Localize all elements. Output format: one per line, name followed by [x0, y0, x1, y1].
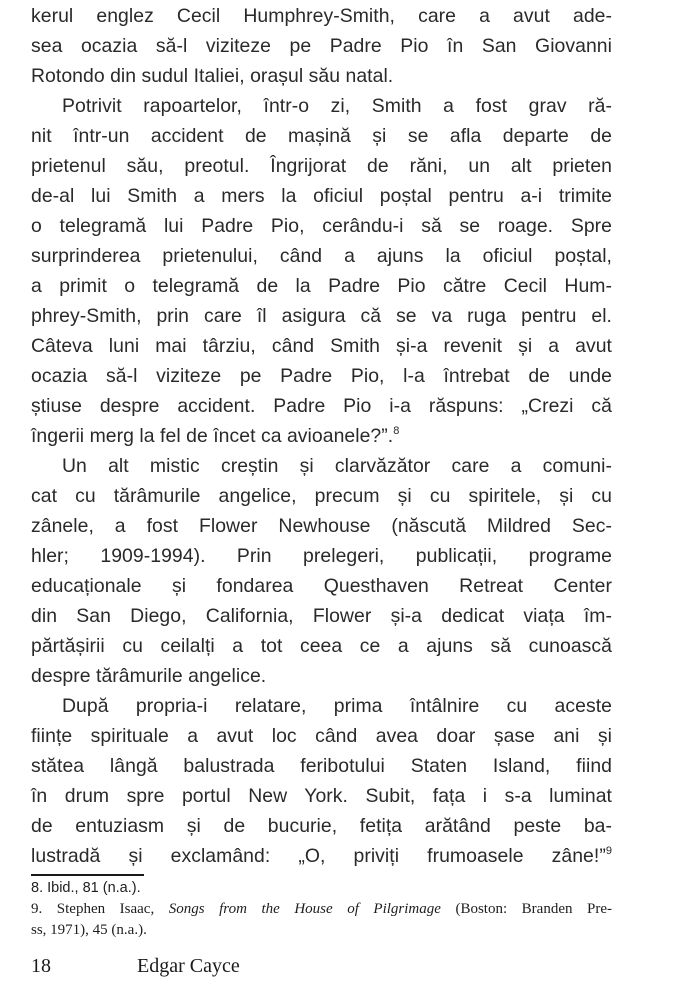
text-line-content: Rotondo din sudul Italiei, orașul său natal. [31, 65, 394, 87]
text-line-content: de-al lui Smith a mers la oficiul poștal pentru a-i trimite [31, 185, 612, 207]
text-line-content: educaționale și fondarea Questhaven Retreat Center [31, 575, 612, 597]
text-line-content: de entuziasm și de bucurie, fetița arătând peste ba- [31, 815, 612, 837]
text-line [31, 661, 612, 691]
text-line [31, 751, 612, 781]
text-line-content: stătea lângă balustrada feribotului Staten Island, fiind [31, 755, 612, 777]
text-line [31, 841, 612, 871]
text-line [31, 631, 612, 661]
text-line [31, 121, 612, 151]
text-line-content: kerul englez Cecil Humphrey-Smith, care a avut ade- [31, 5, 612, 27]
footnotes [31, 878, 612, 941]
page-number: 18 [31, 955, 51, 977]
text-line [31, 91, 612, 121]
text-line-content: despre tărâmurile angelice. [31, 665, 267, 687]
text-line [31, 211, 612, 241]
text-line [31, 721, 612, 751]
text-line-content: Potrivit rapoartelor, într-o zi, Smith a fost grav ră- [62, 95, 612, 117]
text-line [31, 61, 612, 91]
text-line [31, 331, 612, 361]
text-line [31, 601, 612, 631]
footnote-9-suffix: (Boston: Branden Pre- [440, 901, 613, 917]
text-line [31, 361, 612, 391]
text-line [31, 781, 612, 811]
page-footer [31, 955, 612, 985]
text-line-content: ființe spirituale a avut loc când avea doar șase ani și [31, 725, 612, 747]
text-line-content: hler; 1909-1994). Prin prelegeri, publicații, programe [31, 545, 612, 567]
text-line-content: Un alt mistic creștin și clarvăzător care a comuni- [62, 455, 612, 477]
text-line-content: phrey-Smith, prin care îl asigura că se va ruga pentru el. [31, 305, 612, 327]
text-line-content: Câteva luni mai târziu, când Smith și-a revenit și a avut [31, 335, 612, 357]
text-line [31, 691, 612, 721]
text-line [31, 1, 612, 31]
text-line-content: părtășirii cu ceilalți a tot ceea ce a ajuns să cunoască [31, 635, 612, 657]
text-line [31, 31, 612, 61]
text-line-content: prietenul său, preotul. Îngrijorat de răni, un alt prieten [31, 155, 612, 177]
text-line [31, 541, 612, 571]
footnote-reference: 9 [605, 845, 612, 857]
footnote-9-book-title: Songs from the House of Pilgrimage [168, 901, 441, 917]
text-line [31, 421, 612, 451]
text-line-content: în drum spre portul New York. Subit, fața i s-a luminat [31, 785, 612, 807]
text-line [31, 271, 612, 301]
text-line [31, 511, 612, 541]
footnote-separator-rule [31, 874, 144, 876]
text-line-content: surprinderea prietenului, când a ajuns la oficiul poștal, [31, 245, 612, 267]
text-line [31, 451, 612, 481]
text-line-content: din San Diego, California, Flower și-a dedicat viața îm- [31, 605, 612, 627]
text-line-content: a primit o telegramă de la Padre Pio către Cecil Hum- [31, 275, 612, 297]
body-text [31, 1, 612, 871]
text-line-content: nit într-un accident de mașină și se afla departe de [31, 125, 612, 147]
text-line [31, 811, 612, 841]
text-line-content: După propria-i relatare, prima întâlnire cu aceste [62, 695, 612, 717]
text-line-content: zânele, a fost Flower Newhouse (născută Mildred Sec- [31, 515, 612, 537]
running-head-author: Edgar Cayce [137, 955, 240, 977]
text-line-content: sea ocazia să-l viziteze pe Padre Pio în San Giovanni [31, 35, 612, 57]
text-line-content: o telegramă lui Padre Pio, cerându-i să se roage. Spre [31, 215, 612, 237]
text-line [31, 181, 612, 211]
text-line-content: știuse despre accident. Padre Pio i-a răspuns: „Crezi că [31, 395, 612, 417]
text-line-content: ocazia să-l viziteze pe Padre Pio, l-a întrebat de unde [31, 365, 612, 387]
text-line-content: cat cu tărâmurile angelice, precum și cu spiritele, și cu [31, 485, 612, 507]
footnote-reference: 8 [393, 425, 400, 437]
footnote-8: 8. Ibid., 81 (n.a.). [31, 880, 141, 896]
text-line-content: îngerii merg la fel de încet ca avioanele?”. [31, 425, 394, 447]
text-line [31, 481, 612, 511]
text-line [31, 301, 612, 331]
text-line [31, 241, 612, 271]
footnote-9-prefix: 9. Stephen Isaac, [31, 901, 169, 917]
footnote-9 [31, 899, 612, 920]
text-line [31, 391, 612, 421]
text-line [31, 571, 612, 601]
footnote-9-continuation: ss, 1971), 45 (n.a.). [31, 922, 147, 938]
text-line-content: lustradă și exclamând: „O, priviți frumoasele zâne!” [31, 845, 606, 867]
text-line [31, 151, 612, 181]
